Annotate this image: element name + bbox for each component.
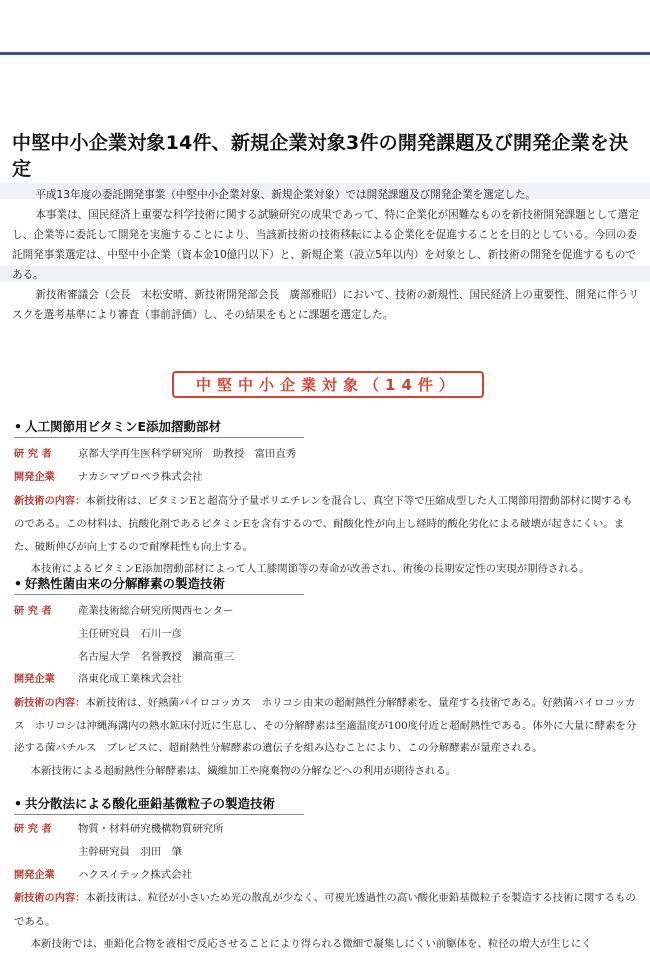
researcher-name: 京都大学再生医科学研究所 助教授 富田直秀: [78, 448, 297, 460]
company-label: 開発企業: [14, 869, 55, 881]
outlook-paragraph: 本新技術では、亜鉛化合物を液相で反応させることにより得られる微細で凝集しにくい前駆体を、粒径の増大が生じにく: [30, 938, 592, 951]
outlook-paragraph: 本新技術による超耐熱性分解酵素は、繊維加工や廃棄物の分解などへの利用が期待される。: [30, 764, 457, 777]
intro-text: [12, 185, 640, 325]
company-name: ナカシマプロペラ株式会社: [78, 471, 203, 484]
researcher-row: [14, 443, 640, 466]
project-item-2: [14, 574, 640, 782]
researcher-label: 研 究 者: [14, 449, 52, 460]
company-row: [14, 864, 640, 887]
company-name: ハクスイテック株式会社: [78, 868, 192, 881]
project-title: • 人工関節用ビタミンE添加摺動部材: [14, 417, 304, 438]
researcher-name: 物質・材料研究機構物質研究所: [78, 823, 224, 835]
project-item-1: [14, 417, 640, 580]
bullet-icon: •: [14, 796, 22, 811]
company-label: 開発企業: [14, 674, 55, 686]
content-text: 新技術の内容：本新技術は、粒径が小さいため光の散乱が少なく、可視光透過性の高い酸化亜鉛基微粒子を製造する技術に関するものである。: [14, 887, 640, 933]
outlook-paragraph: 本技術によるビタミンE添加摺動部材によって人工膝関節等の寿命が改善され、術後の長期安定性の実現が期待される。: [30, 563, 590, 576]
intro-paragraph-3: 新技術審議会（会長 末松安晴、新技術開発部会長 廣部雅昭）において、技術の新規性、国民経済上の重要性、開発に伴うリスクを選考基準により審査（事前評価）し、その結果をもとに課題を選定した。: [12, 289, 639, 321]
page-headline: 中堅中小企業対象14件、新規企業対象3件の開発課題及び開発企業を決定: [12, 132, 629, 180]
intro-paragraph-2: 本事業は、国民経済上重要な科学技術に関する試験研究の成果であって、特に企業化が困難なものを新技術開発課題として選定し、企業等に委託して開発を実施することにより、当該新技術の技術移転による企業化を促進することを目的としている。今回の委託開発事業選定は、中堅中小企業（資本金10億円以下）と、新規企業（設立5年以内）を対象とし、新技術の開発を促進するものである。: [12, 209, 639, 281]
intro-paragraph-1: 平成13年度の委託開発事業（中堅中小企業対象、新規企業対象）では開発課題及び開発企業を選定した。: [35, 189, 537, 201]
researcher-row: 名古屋大学 名誉教授 瀬高重三: [78, 650, 234, 663]
project-item-3: [14, 794, 640, 955]
researcher-row: [14, 818, 640, 841]
company-row: [14, 668, 640, 691]
content-text: 新技術の内容：本新技術は、好熱菌パイロコッカス ホリコシ由来の超耐熱性分解酵素を、量産する技術である。好熱菌パイロコッカス ホリコシは沖縄海溝内の熱水鉱床付近に生息し、その分解酵素は至適温度が100度付近と超耐熱性である。体外に大量に酵素を分泌する菌バチルス ブレビスに、超耐熱性分解酵素の遺伝子を組み込むことにより、この分解酵素が量産される。: [14, 692, 640, 760]
content-label: 新技術の内容：: [14, 697, 86, 709]
project-title: • 共分散法による酸化亜鉛基微粒子の製造技術: [14, 794, 304, 815]
researcher-name: 産業技術総合研究所関西センター: [78, 605, 234, 617]
content-label: 新技術の内容：: [14, 495, 86, 507]
researcher-row: [14, 600, 640, 623]
project-title: • 好熱性菌由来の分解酵素の製造技術: [14, 574, 304, 595]
section-label: 中堅中小企業対象（14件）: [196, 376, 460, 394]
researcher-row: 主幹研究員 羽田 肇: [78, 846, 182, 859]
company-label: 開発企業: [14, 472, 55, 484]
researcher-row: 主任研究員 石川一彦: [78, 628, 182, 641]
researcher-label: 研 究 者: [14, 824, 52, 835]
bullet-icon: •: [14, 419, 22, 434]
header-rule: [0, 52, 650, 55]
researcher-label: 研 究 者: [14, 606, 52, 617]
content-label: 新技術の内容：: [14, 893, 86, 905]
company-name: 洛東化成工業株式会社: [78, 673, 182, 686]
bullet-icon: •: [14, 576, 22, 591]
page-top-band: [0, 0, 650, 52]
company-row: [14, 466, 640, 489]
section-label-box: [172, 371, 484, 398]
content-text: 新技術の内容：本新技術は、ビタミンEと超高分子量ポリエチレンを混合し、真空下等で圧縮成型した人工関節用摺動部材に関するものである。この材料は、抗酸化剤であるビタミンEを含有するので、耐酸化性が向上し経時的酸化劣化による破壊が起きにくい。また、破断伸びが向上するので耐摩耗性も向上する。: [14, 490, 640, 558]
